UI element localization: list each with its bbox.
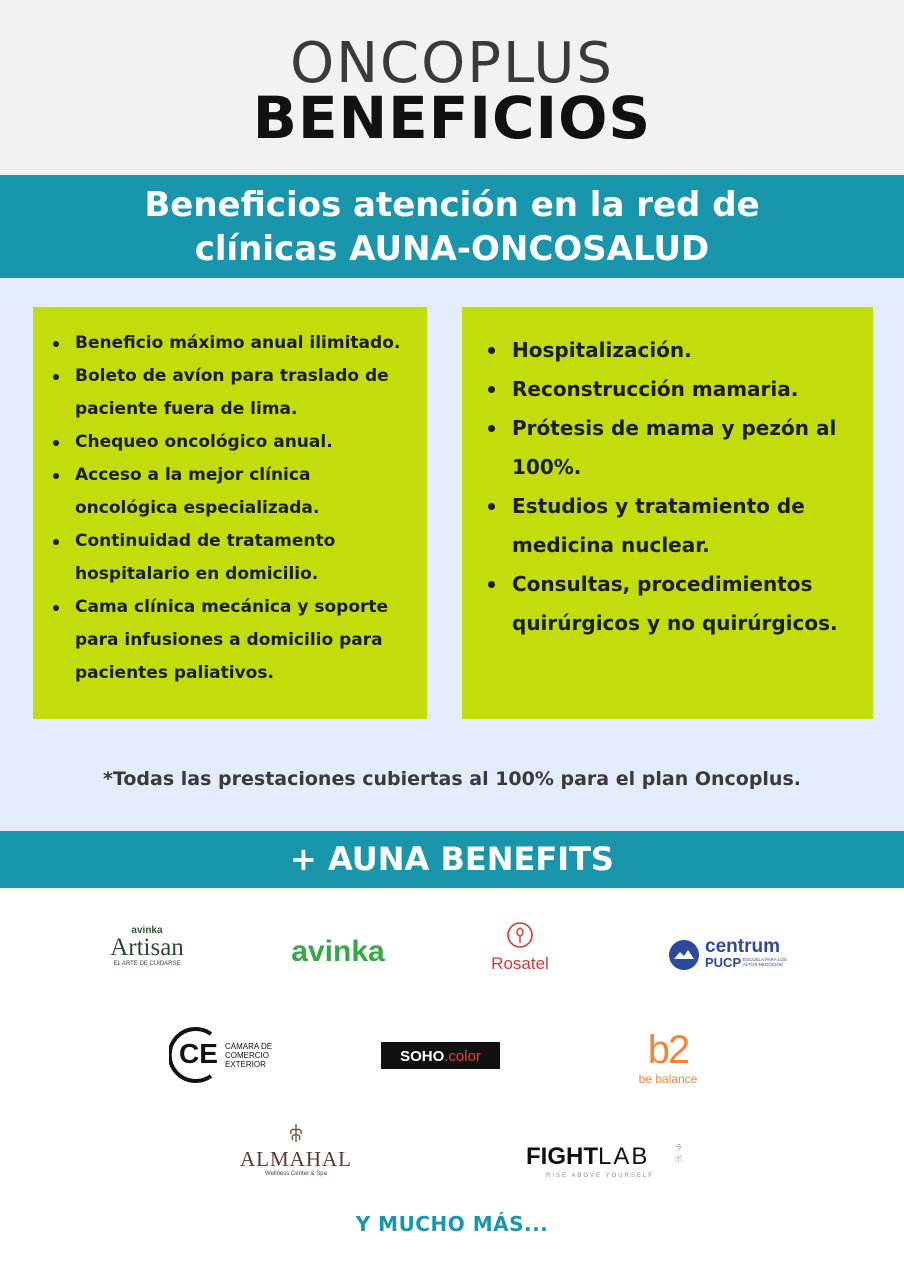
centrum-sub: PUCP: [705, 955, 742, 970]
list-item: [53, 327, 417, 360]
cce-line-1: CÁMARA DE: [225, 1042, 273, 1051]
section-banner: [0, 175, 904, 278]
title-line-1: ONCOPLUS: [290, 31, 614, 96]
avinka-name: avinka: [291, 935, 385, 968]
avinka-logo: [283, 933, 393, 971]
list-item-text: Prótesis de mama y pezón al 100%.: [512, 416, 837, 479]
soho-name: SOHO: [400, 1048, 445, 1065]
bullet-icon: [53, 440, 59, 446]
bullet-icon: [488, 386, 495, 393]
list-item: [488, 409, 863, 487]
list-item-text: Consultas, procedimientos quirúrgicos y no quirúrgicos.: [512, 572, 838, 635]
be-balance-name: be balance: [638, 1072, 698, 1086]
centrum-emblem-icon: [668, 939, 700, 971]
list-item: [53, 591, 417, 690]
cce-mark: CE: [179, 1038, 218, 1069]
list-item-text: Estudios y tratamiento de medicina nuclear.: [512, 494, 805, 557]
fightlab-tagline: RISE ABOVE YOURSELF: [546, 1173, 654, 1179]
banner-line-1: Beneficios atención en la red de: [144, 185, 760, 225]
artisan-name: Artisan: [110, 934, 184, 961]
list-item: [488, 370, 863, 409]
rosatel-name: Rosatel: [491, 954, 549, 973]
title-line-2: BENEFICIOS: [252, 84, 652, 152]
bullet-icon: [53, 473, 59, 479]
list-item-text: Acceso a la mejor clínica oncológica especializada.: [75, 465, 320, 518]
cce-line-3: EXTERIOR: [225, 1060, 266, 1069]
list-item: [488, 487, 863, 565]
coverage-note: *Todas las prestaciones cubiertas al 100% para el plan Oncoplus.: [103, 768, 801, 790]
list-item-text: Continuidad de tratamento hospitalario en domicilio.: [75, 531, 336, 584]
cce-text: [225, 1042, 272, 1069]
artisan-logo: [92, 925, 202, 975]
soho-color-logo: [381, 1042, 500, 1069]
centrum-name: centrum: [705, 936, 780, 957]
rosatel-logo: [478, 920, 562, 976]
fightlab-logo: [524, 1142, 694, 1184]
list-item: [488, 331, 863, 370]
almahal-logo: [238, 1122, 354, 1180]
more-text: Y MUCHO MÁS...: [355, 1212, 549, 1236]
list-item: [53, 360, 417, 426]
bullet-icon: [488, 347, 495, 354]
auna-benefits-banner: + AUNA BENEFITS: [0, 831, 904, 888]
cce-line-2: COMERCIO: [225, 1051, 269, 1060]
be-balance-mark: b2: [647, 1028, 689, 1072]
benefits-section: [0, 278, 904, 831]
fightlab-name-light: LAB: [598, 1143, 650, 1170]
fightlab-side-text: ラボ: [674, 1144, 684, 1165]
centrum-logo: [668, 937, 798, 975]
header: [0, 0, 904, 175]
soho-color-suffix: .color: [444, 1048, 481, 1065]
banner-line-2: clínicas AUNA-ONCOSALUD: [194, 229, 710, 269]
benefits-list-right: [488, 331, 863, 643]
list-item-text: Cama clínica mecánica y soporte para infusiones a domicilio para pacientes paliativos.: [75, 597, 389, 683]
almahal-tagline: Wellness Center & Spa: [265, 1171, 327, 1177]
bullet-icon: [488, 581, 495, 588]
artisan-top: avinka: [131, 925, 163, 936]
list-item-text: Reconstrucción mamaria.: [512, 377, 799, 401]
list-item-text: Beneficio máximo anual ilimitado.: [75, 333, 401, 353]
fightlab-name-bold: FIGHT: [526, 1143, 598, 1170]
benefits-card-left: [33, 307, 427, 719]
list-item: [53, 525, 417, 591]
list-item: [53, 459, 417, 525]
cce-logo: [169, 1026, 279, 1084]
almahal-emblem-icon: [286, 1122, 306, 1144]
fightlab-name: [526, 1142, 649, 1172]
artisan-tagline: EL ARTE DE CUIDARSE: [113, 961, 181, 967]
list-item: [488, 565, 863, 643]
bullet-icon: [53, 605, 59, 611]
bullet-icon: [488, 425, 495, 432]
benefits-card-right: [462, 307, 873, 719]
almahal-name: ALMAHAL: [240, 1147, 352, 1171]
list-item: [53, 426, 417, 459]
bullet-icon: [488, 503, 495, 510]
list-item-text: Boleto de avíon para traslado de paciente fuera de lima.: [75, 366, 389, 419]
list-item-text: Hospitalización.: [512, 338, 692, 362]
bullet-icon: [53, 374, 59, 380]
bullet-icon: [53, 341, 59, 347]
rose-icon: [505, 920, 535, 950]
be-balance-logo: [628, 1030, 708, 1094]
list-item-text: Chequeo oncológico anual.: [75, 432, 333, 452]
benefits-list-left: [53, 327, 417, 690]
bullet-icon: [53, 539, 59, 545]
centrum-tagline: ESCUELA PARA LOS ALTOS NEGOCIOS: [743, 957, 787, 967]
